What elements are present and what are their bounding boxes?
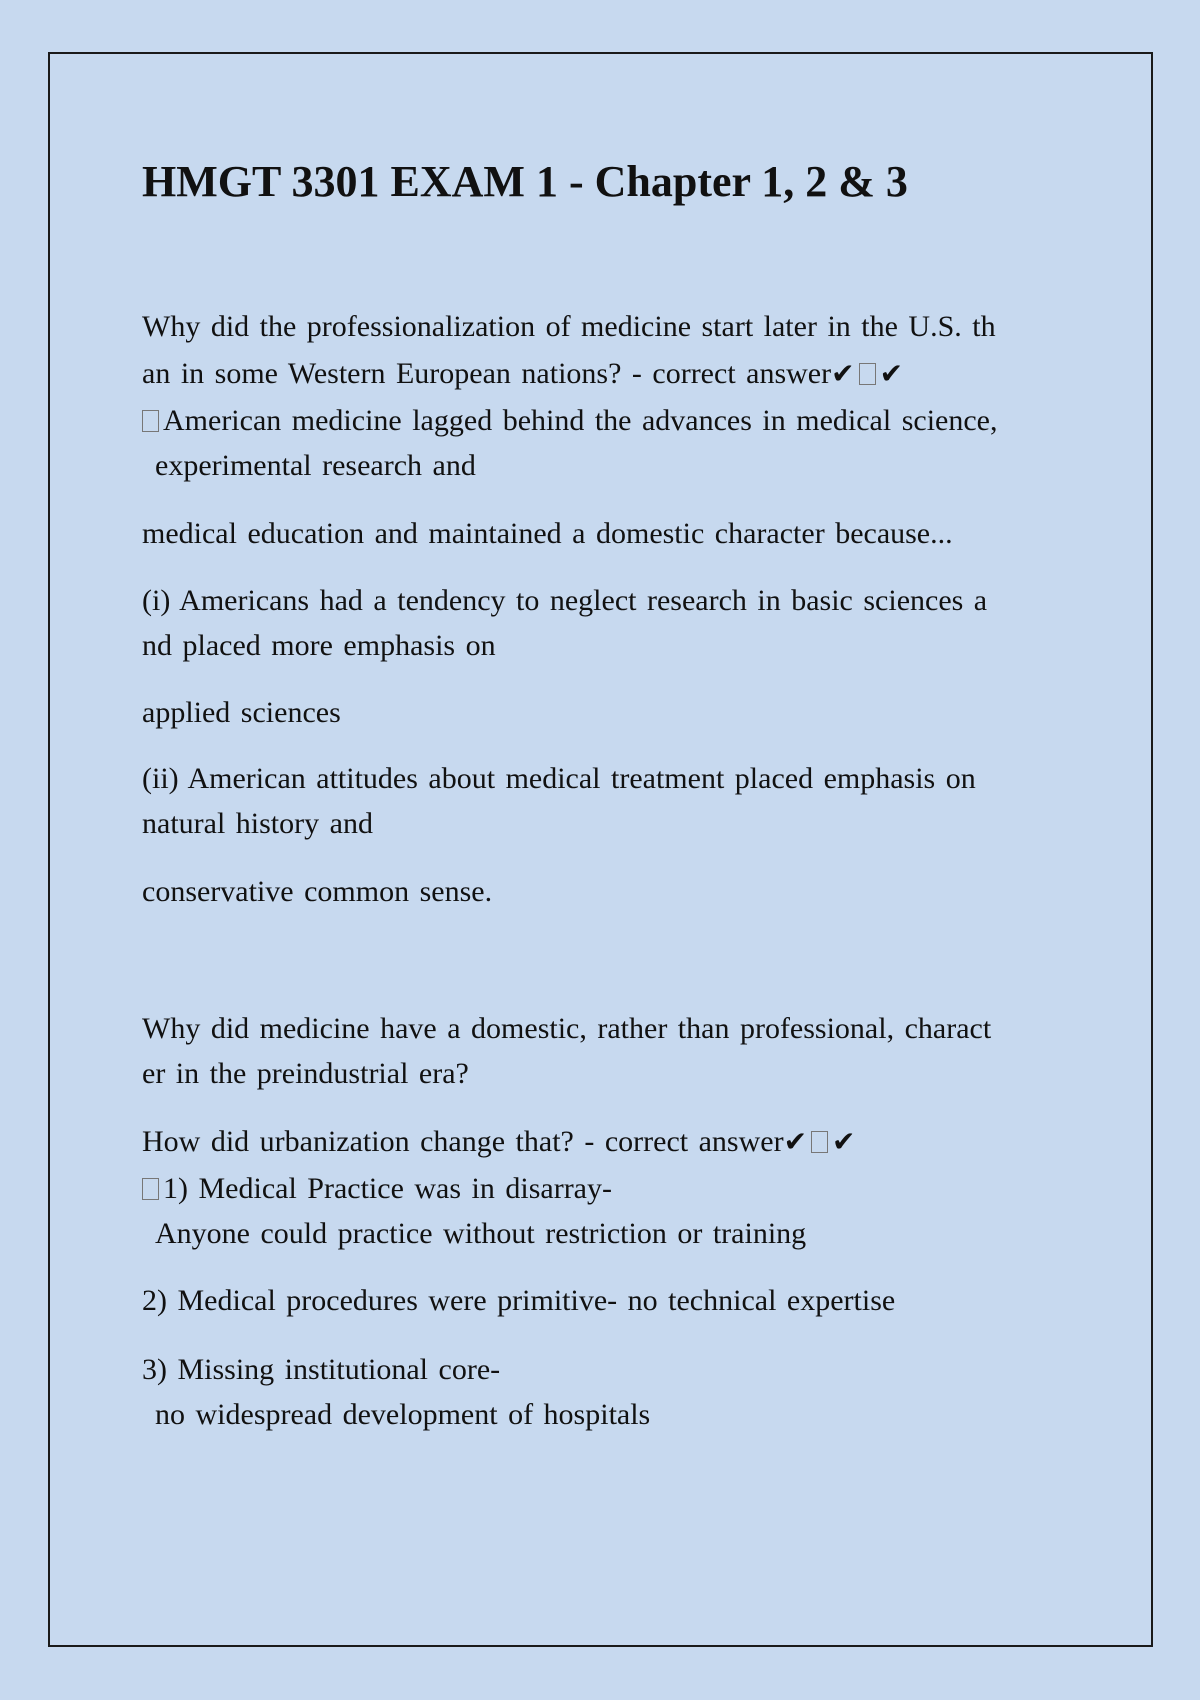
q2-question-text: How did urbanization change that? - correct answer: [142, 1125, 784, 1158]
q1-answer-line-8: natural history and: [142, 807, 373, 840]
q1-question-text: an in some Western European nations? - correct answer: [142, 357, 832, 390]
q1-answer-line-5: nd placed more emphasis on: [142, 629, 496, 662]
q1-answer-text: American medicine lagged behind the advances in medical science,: [163, 404, 998, 437]
checkmark-icon: ✔: [831, 357, 855, 390]
q2-answer-line-5: no widespread development of hospitals: [155, 1398, 651, 1431]
q1-answer-line-7: (ii) American attitudes about medical treatment placed emphasis on: [142, 762, 976, 795]
q1-answer-line-1: [142, 398, 997, 444]
q2-question-line-1: Why did medicine have a domestic, rather than professional, charact: [142, 1012, 992, 1045]
missing-glyph-icon: [811, 1131, 828, 1153]
q2-answer-line-4: 3) Missing institutional core-: [142, 1353, 501, 1386]
missing-glyph-icon: [142, 410, 159, 432]
q2-answer-line-3: 2) Medical procedures were primitive- no technical expertise: [142, 1284, 896, 1317]
q2-answer-text: 1) Medical Practice was in disarray-: [163, 1172, 612, 1205]
q2-question-line-2: er in the preindustrial era?: [142, 1057, 469, 1090]
q2-answer-line-2: Anyone could practice without restriction or training: [155, 1217, 807, 1250]
checkmark-icon: ✔: [879, 357, 904, 390]
q2-answer-line-1: [142, 1166, 612, 1212]
q1-answer-line-9: conservative common sense.: [142, 875, 493, 908]
missing-glyph-icon: [859, 363, 876, 385]
q1-question-line-1: Why did the professionalization of medicine start later in the U.S. th: [142, 310, 996, 343]
checkmark-icon: ✔: [832, 1125, 856, 1158]
q2-question-line-3: [142, 1119, 856, 1165]
checkmark-icon: ✔: [783, 1125, 808, 1158]
missing-glyph-icon: [142, 1178, 159, 1200]
q1-answer-line-3: medical education and maintained a domestic character because...: [142, 517, 953, 550]
q1-answer-line-2: experimental research and: [155, 449, 476, 482]
q1-question-line-2: [142, 351, 903, 397]
document-title: HMGT 3301 EXAM 1 - Chapter 1, 2 & 3: [142, 157, 908, 206]
q1-answer-line-4: (i) Americans had a tendency to neglect research in basic sciences a: [142, 584, 988, 617]
q1-answer-line-6: applied sciences: [142, 696, 341, 729]
